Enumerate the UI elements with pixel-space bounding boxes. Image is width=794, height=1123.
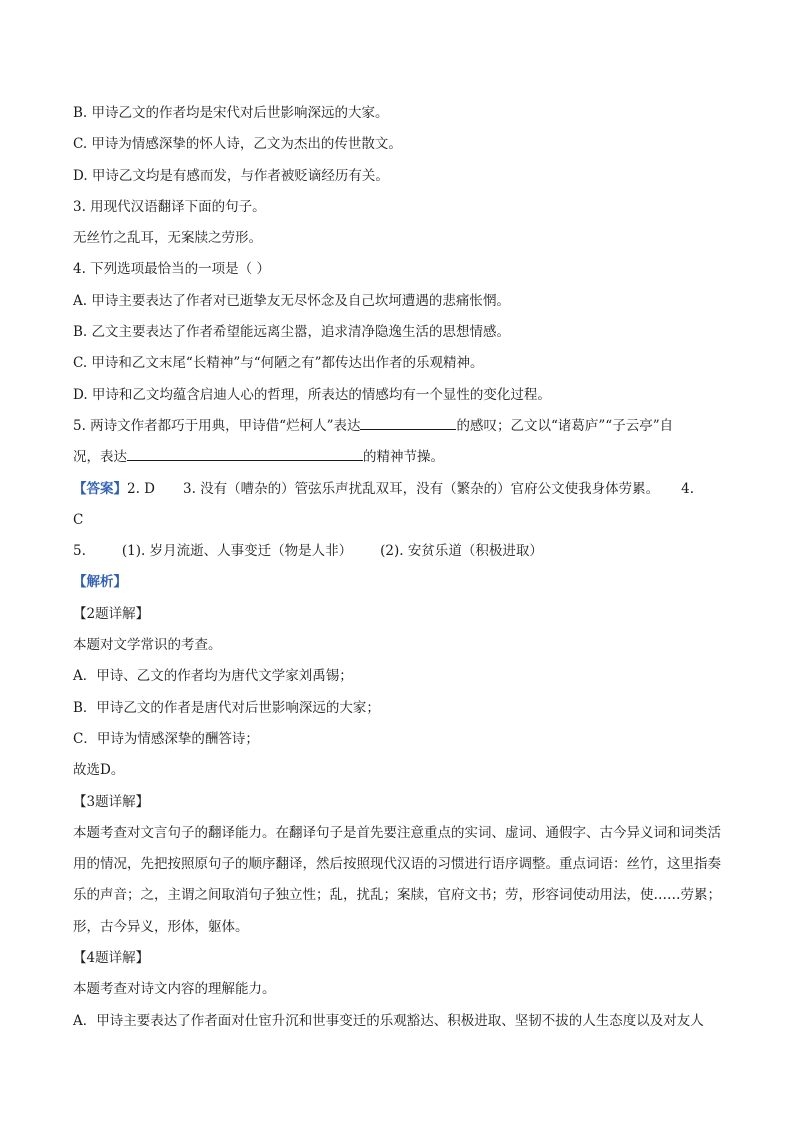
q5-text-1: 5. 两诗文作者都巧于用典，甲诗借“烂柯人”表达 — [73, 417, 361, 434]
q4-option-c: C. 甲诗和乙文末尾“长精神”与“何陋之有”都传达出作者的乐观精神。 — [73, 355, 484, 372]
q5-line-1 — [73, 411, 723, 442]
document-page — [73, 98, 723, 1037]
q5-text-2: 的感叹；乙文以“诸葛庐”“子云亭”自 — [456, 417, 674, 434]
q5-blank-2 — [127, 444, 363, 461]
detail-4-title: 【4题详解】 — [73, 950, 150, 967]
q4-option-b: B. 乙文主要表达了作者希望能远离尘嚣，追求清净隐逸生活的思想情感。 — [73, 324, 511, 341]
q4-option-a: A. 甲诗主要表达了作者对已逝挚友无尽怀念及自己坎坷遭遇的悲痛怅惘。 — [73, 292, 510, 309]
detail-3-title: 【3题详解】 — [73, 793, 150, 810]
q5-blank-1 — [360, 413, 456, 430]
q3-sentence: 无丝竹之乱耳，无案牍之劳形。 — [73, 230, 262, 247]
detail-4-a: A．甲诗主要表达了作者面对仕宦升沉和世事变迁的乐观豁达、积极进取、坚韧不拔的人生态度以及对友人 — [73, 1012, 704, 1029]
answer-line — [73, 474, 723, 505]
answer-5-num: 5. — [73, 543, 86, 560]
detail-2-a: A．甲诗、乙文的作者均为唐代文学家刘禹锡； — [73, 668, 353, 685]
detail-2-conclusion: 故选D。 — [73, 762, 125, 779]
q2-option-c: C. 甲诗为情感深挚的怀人诗，乙文为杰出的传世散文。 — [73, 136, 402, 153]
q2-option-b: B. 甲诗乙文的作者均是宋代对后世影响深远的大家。 — [73, 105, 389, 121]
detail-2-c: C．甲诗为情感深挚的酬答诗； — [73, 730, 259, 747]
detail-4-intro: 本题考查对诗文内容的理解能力。 — [73, 981, 276, 998]
analysis-label: 【解析】 — [73, 574, 127, 591]
detail-2-title: 【2题详解】 — [73, 605, 150, 622]
q5-line-2 — [73, 442, 723, 473]
answer-5-part-2: (2). 安贫乐道（积极进取） — [380, 543, 543, 560]
answer-2: 2. D — [127, 480, 155, 497]
answer-5-part-1: (1). 岁月流逝、人事变迁（物是人非） — [121, 543, 353, 560]
detail-2-b: B．甲诗乙文的作者是唐代对后世影响深远的大家； — [73, 699, 380, 716]
answer-4-value: C — [73, 511, 84, 528]
answer-3: 3. 没有（嘈杂的）管弦乐声扰乱双耳，没有（繁杂的）官府公文使我身体劳累。 — [183, 480, 660, 497]
answer-5-line — [73, 536, 723, 567]
q2-option-d: D. 甲诗乙文均是有感而发，与作者被贬谪经历有关。 — [73, 167, 389, 184]
answer-4-num: 4. — [681, 480, 695, 497]
q5-text-3: 况，表达 — [73, 449, 127, 466]
answer-label: 【答案】 — [73, 480, 127, 497]
q5-text-4: 的精神节操。 — [363, 449, 444, 466]
detail-2-intro: 本题对文学常识的考查。 — [73, 637, 222, 654]
q4-prompt: 4. 下列选项最恰当的一项是（ ） — [73, 261, 270, 278]
q3-prompt: 3. 用现代汉语翻译下面的句子。 — [73, 198, 266, 215]
detail-3-body: 本题考查对文言句子的翻译能力。在翻译句子是首先要注意重点的实词、虚词、通假字、古今异义词和词类活用的情况，先把按照原句子的顺序翻译，然后按照现代汉语的习惯进行语序调整。重点词语：丝竹，这里指奏乐的声音；之，主谓之间取消句子独立性；乱，扰乱；案牍，官府文书；劳，形容词使动用法，使……劳累；形，古今异义，形体，躯体。 — [73, 824, 721, 935]
q4-option-d: D. 甲诗和乙文均蕴含启迪人心的哲理，所表达的情感均有一个显性的变化过程。 — [73, 386, 551, 403]
